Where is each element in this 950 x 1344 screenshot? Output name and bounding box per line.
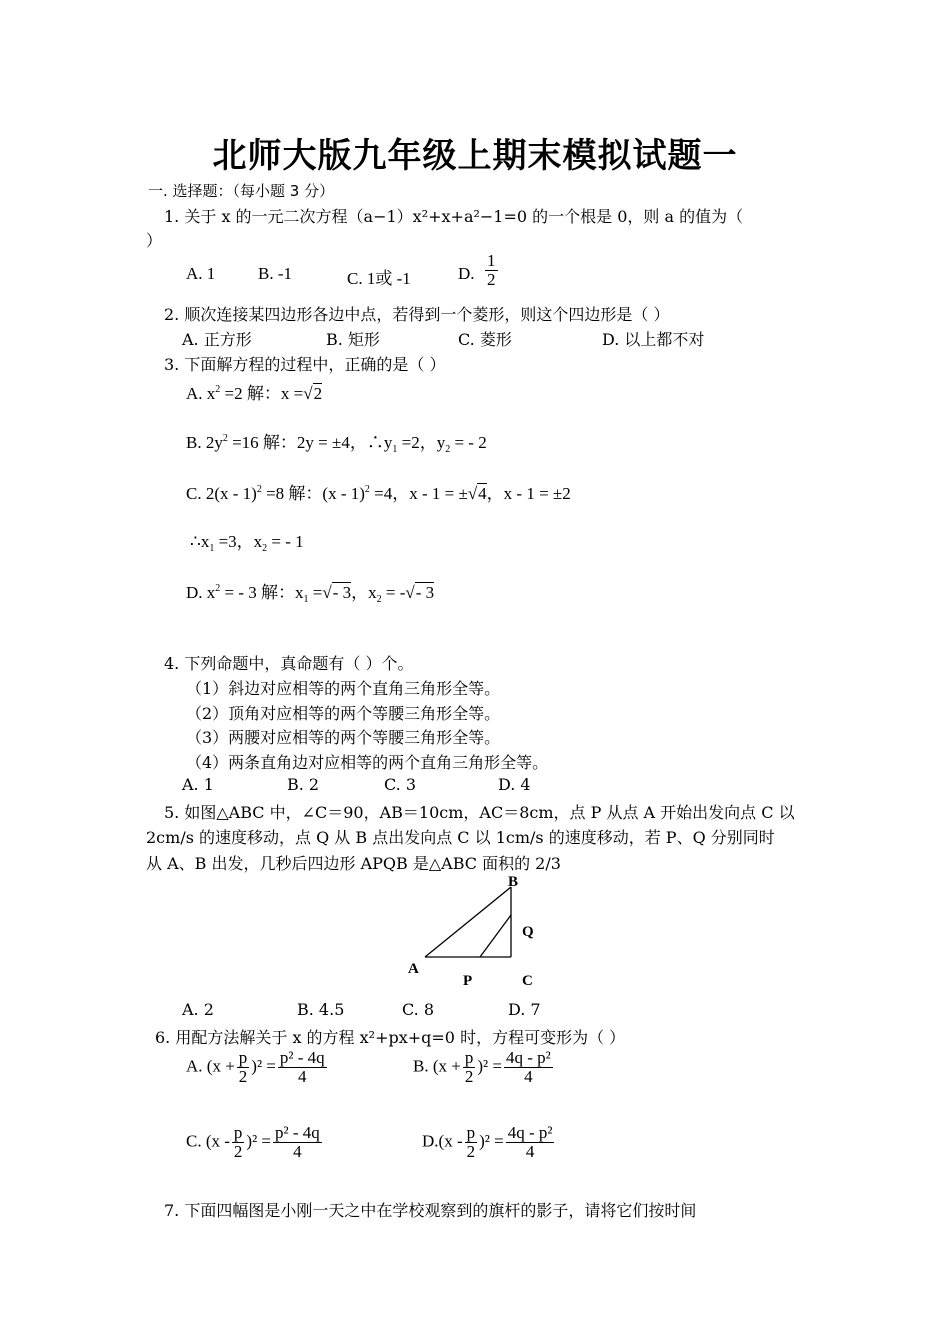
fraction-denominator: 2 bbox=[487, 269, 496, 289]
q3-option-d: D. $x^2$ = - 3 解：$x_1$ =√- 3，$x_2$ = -√- 3 bbox=[186, 583, 435, 605]
q5-stem-line1: 5. 如图△ABC 中，∠C＝90，AB＝10cm，AC＝8cm，点 P 从点 A 开始出发向点 C 以 bbox=[164, 803, 795, 822]
q6-option-b bbox=[413, 1049, 555, 1086]
q1-option-d: D. bbox=[458, 264, 475, 283]
q3-option-b bbox=[186, 428, 487, 453]
q3-d-text: D. x bbox=[186, 583, 216, 602]
q4-option-a: A. 1 bbox=[182, 775, 214, 794]
point-label-p: P bbox=[463, 973, 473, 989]
q4-item-2: （2）顶角对应相等的两个等腰三角形全等。 bbox=[186, 704, 501, 723]
q3-d-sep: ，x bbox=[351, 583, 377, 602]
exponent: 2 bbox=[215, 384, 221, 395]
triangle-figure bbox=[400, 870, 560, 1000]
subscript: 1 bbox=[392, 444, 398, 455]
subscript: 2 bbox=[445, 444, 451, 455]
fraction-denominator: 2 bbox=[464, 1066, 474, 1086]
page-title: 北师大版九年级上期末模拟试题一 bbox=[212, 136, 738, 176]
vertex-label-c: C bbox=[522, 973, 533, 989]
q4-stem: 4. 下列命题中，真命题有（ ）个。 bbox=[164, 654, 414, 673]
fraction-denominator: 2 bbox=[466, 1141, 476, 1161]
q2-option-b: B. 矩形 bbox=[326, 330, 380, 349]
fraction-numerator: p² - 4q bbox=[279, 1048, 325, 1067]
q3-c-solution-3: ，x - 1 = ±2 bbox=[486, 484, 571, 503]
fraction-denominator: 4 bbox=[525, 1141, 535, 1161]
exponent: 2 bbox=[364, 484, 370, 495]
option-label: B. (x + bbox=[413, 1056, 461, 1076]
fraction-numerator: p² - 4q bbox=[275, 1123, 320, 1142]
equals-text: )² = bbox=[477, 1056, 502, 1076]
vertex-label-b: B bbox=[508, 874, 519, 890]
q5-option-a: A. 2 bbox=[182, 1000, 214, 1019]
q3-c-text: C. 2(x - 1) bbox=[186, 484, 257, 503]
fraction-numerator: p bbox=[238, 1048, 248, 1067]
q3-d-eq: = bbox=[308, 583, 323, 602]
fraction-numerator: 1 bbox=[487, 251, 496, 270]
q3-d-eq-2: = - bbox=[381, 583, 406, 602]
fraction-numerator: 4q - p² bbox=[507, 1123, 553, 1142]
equals-text: )² = bbox=[251, 1056, 276, 1076]
q4-option-c: C. 3 bbox=[384, 775, 417, 794]
fraction-numerator: p bbox=[464, 1048, 474, 1067]
q1-option-b: B. -1 bbox=[258, 264, 292, 283]
therefore-text: ∴x bbox=[190, 532, 210, 551]
subscript: 1 bbox=[209, 543, 215, 554]
q6-option-c bbox=[186, 1124, 324, 1161]
exponent: 2 bbox=[215, 583, 221, 594]
fraction-denominator: 4 bbox=[293, 1141, 302, 1161]
q3-b-solution-2: =2，y bbox=[397, 433, 446, 452]
q6-stem: 6. 用配方法解关于 x 的方程 x²+px+q=0 时，方程可变形为（ ） bbox=[155, 1028, 626, 1047]
root-text-2: = - 1 bbox=[267, 532, 304, 551]
fraction-denominator: 2 bbox=[233, 1141, 243, 1161]
section-heading: 一. 选择题：（每小题 3 分） bbox=[148, 182, 335, 200]
q1-stem-line2: ） bbox=[146, 231, 163, 250]
q2-option-c: C. 菱形 bbox=[458, 330, 512, 349]
radicand: 4 bbox=[478, 484, 487, 503]
q2-option-a: A. 正方形 bbox=[182, 330, 252, 349]
q2-stem: 2. 顺次连接某四边形各边中点，若得到一个菱形，则这个四边形是（ ） bbox=[164, 305, 670, 324]
q2-option-d: D. 以上都不对 bbox=[602, 330, 705, 349]
q3-b-solution: =16 解：2y = ±4，∴y bbox=[227, 433, 393, 452]
q6-option-a bbox=[186, 1049, 329, 1086]
q7-stem: 7. 下面四幅图是小刚一天之中在学校观察到的旗杆的影子，请将它们按时间 bbox=[164, 1201, 697, 1220]
fraction-denominator: 2 bbox=[238, 1066, 248, 1086]
equals-text: )² = bbox=[246, 1131, 272, 1151]
q4-item-4: （4）两条直角边对应相等的两个直角三角形全等。 bbox=[186, 753, 549, 772]
q4-option-b: B. 2 bbox=[287, 775, 320, 794]
side-ab bbox=[425, 887, 511, 957]
exponent: 2 bbox=[256, 484, 262, 495]
option-label: C. (x - bbox=[186, 1131, 230, 1151]
fraction-denominator: 4 bbox=[298, 1066, 307, 1086]
q3-stem: 3. 下面解方程的过程中，正确的是（ ） bbox=[164, 355, 446, 374]
q3-option-c-roots bbox=[190, 527, 304, 552]
radicand: - 3 bbox=[332, 583, 352, 602]
radicand: 2 bbox=[313, 384, 323, 403]
q4-option-d: D. 4 bbox=[498, 775, 531, 794]
q5-stem-line3: 从 A、B 出发，几秒后四边形 APQB 是△ABC 面积的 2/3 bbox=[146, 854, 561, 873]
q1-option-d-fraction bbox=[483, 252, 500, 289]
radicand: - 3 bbox=[415, 583, 435, 602]
exponent: 2 bbox=[222, 433, 228, 444]
q5-stem-line2: 2cm/s 的速度移动，点 Q 从 B 点出发向点 C 以 1cm/s 的速度移动，若 P、Q 分别同时 bbox=[146, 828, 775, 847]
q1-stem-line1: 1. 关于 x 的一元二次方程（a−1）x²+x+a²−1=0 的一个根是 0，则 a 的值为（ bbox=[164, 207, 744, 226]
option-label: A. (x + bbox=[186, 1056, 235, 1076]
q4-item-3: （3）两腰对应相等的两个等腰三角形全等。 bbox=[186, 728, 501, 747]
vertex-label-a: A bbox=[408, 961, 419, 977]
q3-b-text: B. 2y bbox=[186, 433, 223, 452]
q5-option-b: B. 4.5 bbox=[297, 1000, 345, 1019]
segment-pq bbox=[480, 915, 511, 957]
fraction-numerator: p bbox=[233, 1123, 243, 1142]
fraction-numerator: p bbox=[466, 1123, 476, 1142]
root-text: =3，x bbox=[214, 532, 263, 551]
subscript: 1 bbox=[303, 594, 309, 605]
q3-d-solution: = - 3 解：x bbox=[220, 583, 304, 602]
q5-option-c: C. 8 bbox=[402, 1000, 435, 1019]
q4-item-1: （1）斜边对应相等的两个直角三角形全等。 bbox=[186, 679, 501, 698]
q3-a-solution: =2 解：x = bbox=[220, 384, 304, 403]
q1-option-a: A. 1 bbox=[186, 264, 216, 283]
q1-option-c: C. 1或 -1 bbox=[347, 269, 411, 288]
q5-option-d: D. 7 bbox=[508, 1000, 541, 1019]
q3-b-solution-3: = - 2 bbox=[450, 433, 487, 452]
q3-option-a: A. $x^2 =2$ 解：x =√2 bbox=[186, 384, 323, 403]
fraction-numerator: 4q - p² bbox=[505, 1048, 551, 1067]
fraction-denominator: 4 bbox=[524, 1066, 533, 1086]
subscript: 2 bbox=[376, 594, 382, 605]
point-label-q: Q bbox=[522, 924, 534, 940]
q3-option-c: C. 2(x - 1)$^2$ =8 解：(x - 1)$^2$ =4，x - 1 = ±√4，x - 1 = ±2 bbox=[186, 484, 571, 503]
q3-c-solution: =8 解：(x - 1) bbox=[261, 484, 365, 503]
subscript: 2 bbox=[262, 543, 268, 554]
q3-a-text: A. x bbox=[186, 384, 216, 403]
q3-c-solution-2: =4，x - 1 = ± bbox=[369, 484, 468, 503]
q6-option-d bbox=[422, 1124, 556, 1161]
equals-text: )² = bbox=[479, 1131, 504, 1151]
option-label: D.(x - bbox=[422, 1131, 463, 1151]
